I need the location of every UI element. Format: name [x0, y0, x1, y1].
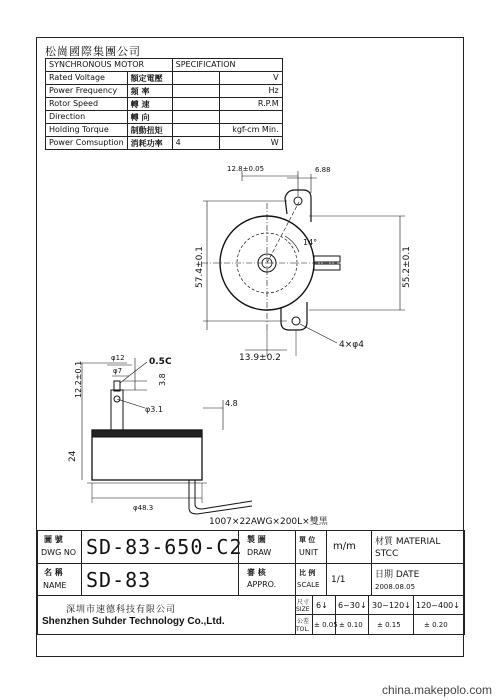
spec-label-cn: 轉 向 — [127, 111, 172, 124]
material-value: STCC — [375, 549, 399, 559]
name-value: SD-83 — [86, 568, 152, 592]
dim-phi48-3: φ48.3 — [133, 504, 154, 512]
unit-label-cell — [295, 530, 327, 564]
size-cell — [335, 595, 369, 615]
name-label-cn: 名 稱 — [44, 567, 63, 577]
title-block — [37, 530, 465, 658]
tol-value: ± 0.15 — [377, 621, 401, 629]
dim-phi3-1: φ3.1 — [145, 405, 163, 414]
dim-phi12: φ12 — [111, 354, 125, 362]
draw-label-en: DRAW — [247, 548, 272, 557]
spec-unit: kgf-cm Min. — [219, 124, 282, 137]
name-value-cell — [81, 563, 239, 596]
spec-label-en: Rated Voltage — [46, 72, 128, 85]
spec-label-cn: 額定電壓 — [127, 72, 172, 85]
size-value: 6~30↓ — [338, 601, 367, 610]
scale-label-cell — [295, 563, 327, 596]
dim-chamfer: 0.5C — [149, 357, 172, 367]
spec-label-cn: 消耗功率 — [127, 137, 172, 150]
appro-label-en: APPRO. — [247, 580, 277, 589]
company-name-en: Shenzhen Suhder Technology Co.,Ltd. — [42, 616, 225, 627]
dim-12-8: 12.8±0.05 — [227, 165, 265, 173]
size-cell — [312, 595, 336, 615]
spec-header-left: SYNCHRONOUS MOTOR — [46, 59, 173, 72]
spec-label-en: Power Frequency — [46, 85, 128, 98]
dwg-no-label-en: DWG NO — [41, 548, 77, 557]
dim-phi7: φ7 — [113, 367, 123, 375]
spec-header-right: SPECIFICATION — [172, 59, 282, 72]
size-cell — [368, 595, 414, 615]
appro-label-cn: 審 核 — [247, 567, 266, 577]
name-label-en: NAME — [43, 581, 67, 590]
unit-label-en: UNIT — [299, 548, 319, 557]
name-label-cell — [37, 563, 82, 596]
tol-cell — [335, 614, 369, 635]
draw-label-cn: 製 圖 — [247, 534, 266, 544]
size-value: 6↓ — [316, 601, 328, 610]
wire-spec: 1007×22AWG×200L×雙黑 — [209, 517, 328, 527]
date-label: 日期 DATE — [375, 570, 420, 580]
scale-value: 1/1 — [331, 575, 346, 585]
tol-label-cell — [295, 614, 313, 635]
tol-label-en: TOL. — [296, 626, 310, 633]
dim-angle: 14° — [303, 238, 318, 247]
tol-label-cn: 公差 — [297, 618, 310, 625]
spec-unit: V — [219, 72, 282, 85]
company-name-cn: 深圳市速德科技有限公司 — [66, 605, 177, 615]
unit-value-cell — [326, 530, 372, 564]
appro-cell — [238, 563, 296, 596]
unit-value: m/m — [333, 541, 356, 552]
dim-24: 24 — [68, 450, 78, 462]
material-label: 材質 MATERIAL — [375, 537, 441, 547]
size-cell — [413, 595, 465, 615]
tol-cell — [368, 614, 414, 635]
dim-12-2: 12.2±0.1 — [74, 360, 83, 398]
tol-cell — [312, 614, 336, 635]
dim-holes: 4×φ4 — [339, 340, 364, 350]
spec-value: 4 — [172, 137, 219, 150]
company-cell — [37, 595, 296, 635]
scale-label-cn: 比 例 — [299, 568, 316, 577]
size-label-cell — [295, 595, 313, 615]
dim-55-2: 55.2±0.1 — [402, 246, 412, 288]
dwg-no-value-cell — [81, 530, 243, 564]
tol-value: ± 0.05 — [314, 621, 338, 629]
spec-label-cn: 制動扭矩 — [127, 124, 172, 137]
spec-unit: Hz — [219, 85, 282, 98]
drawing-sheet — [36, 37, 464, 657]
tol-value: ± 0.10 — [339, 621, 363, 629]
material-cell — [371, 530, 465, 564]
size-label-en: SIZE — [296, 606, 310, 613]
dim-6-88: 6.88 — [315, 166, 331, 174]
spec-unit: W — [219, 137, 282, 150]
tol-value: ± 0.20 — [424, 621, 448, 629]
dim-3-8: 3.8 — [158, 373, 167, 386]
company-chinese-name: 松崗國際集團公司 — [45, 45, 141, 58]
dwg-no-label-cn: 圖 號 — [44, 534, 63, 544]
draw-cell — [238, 530, 296, 564]
spec-unit: R.P.M — [219, 98, 282, 111]
unit-label-cn: 單 位 — [299, 535, 316, 544]
size-label-cn: 尺寸 — [297, 599, 310, 606]
dim-4-8: 4.8 — [225, 399, 238, 408]
watermark: china.makepolo.com — [381, 683, 492, 697]
spec-label-en: Direction — [46, 111, 128, 124]
size-value: 30~120↓ — [372, 601, 411, 610]
spec-label-cn: 轉 速 — [127, 98, 172, 111]
date-value: 2008.08.05 — [375, 583, 416, 591]
spec-label-en: Power Comsuption — [46, 137, 128, 150]
dim-57-4: 57.4±0.1 — [195, 246, 205, 288]
tol-cell — [413, 614, 465, 635]
dwg-no-value: SD-83-650-C2 — [86, 535, 243, 559]
scale-label-en: SCALE — [297, 581, 320, 589]
scale-value-cell — [326, 563, 372, 596]
dim-13-9: 13.9±0.2 — [239, 353, 281, 363]
size-value: 120~400↓ — [416, 601, 460, 610]
spec-label-cn: 頻 率 — [127, 85, 172, 98]
spec-label-en: Holding Torque — [46, 124, 128, 137]
motor-drawing — [37, 38, 465, 530]
spec-label-en: Rotor Speed — [46, 98, 128, 111]
date-cell — [371, 563, 465, 596]
dwg-no-label-cell — [37, 530, 82, 564]
